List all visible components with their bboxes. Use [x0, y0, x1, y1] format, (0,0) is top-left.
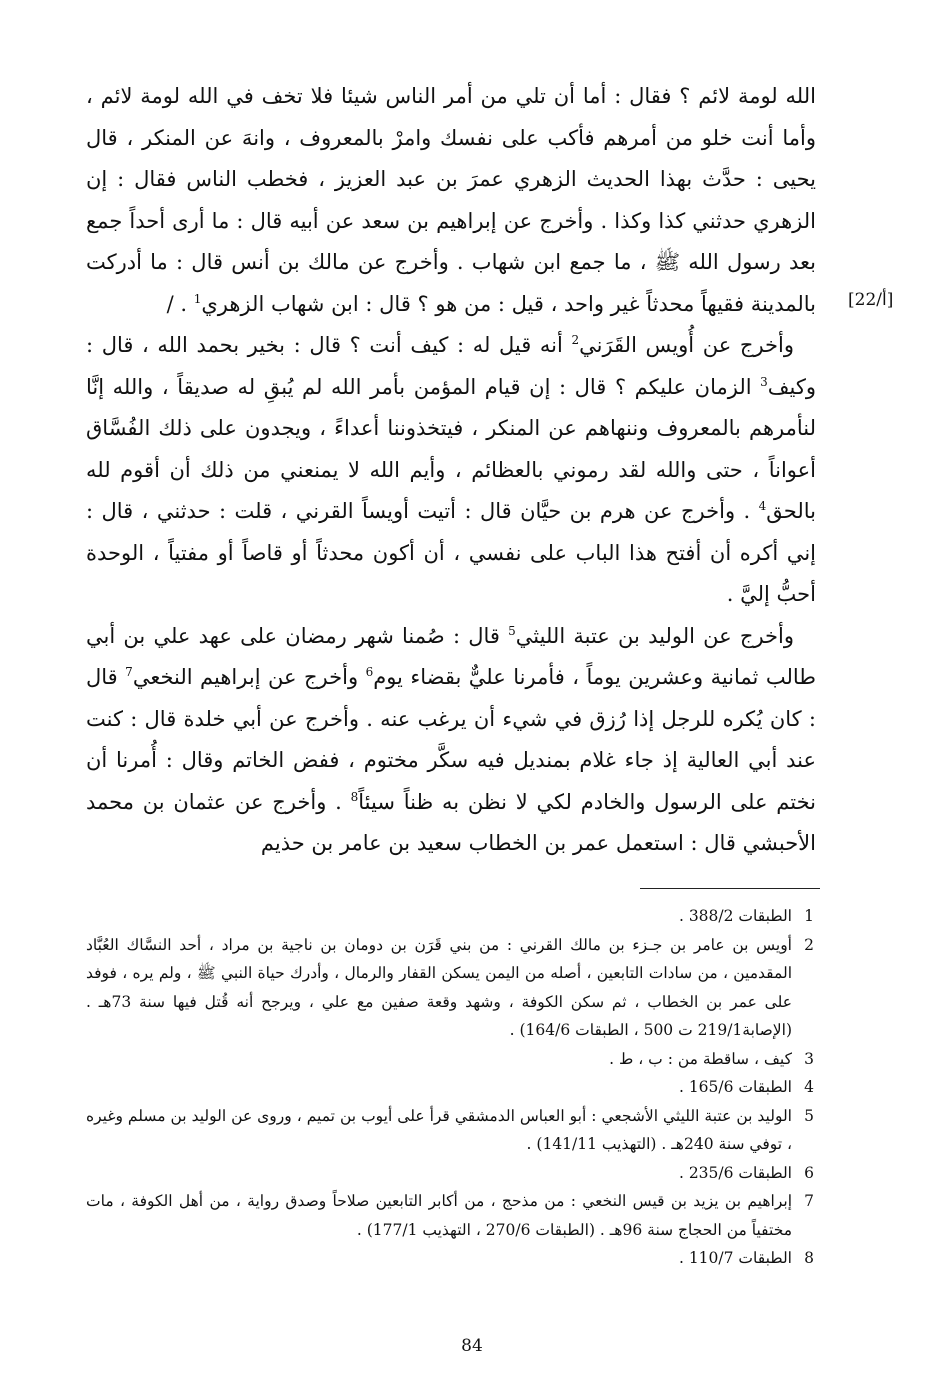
footnote-number: 1	[804, 907, 814, 925]
paragraph-2-segment-4: . وأخرج عن هرم بن حيَّان قال : أتيت أويساً القرني ، قلت : حدثني ، قال : إني أكره أن أفتح هذا الباب على نفسي ، أن أكون محدثاً أو قاصاً أو مفتياً ، الوحدة أحبُّ إليَّ .	[86, 499, 816, 606]
footnote-text: أويس بن عامر بن جـزء بن مالك القرني : من بني قَرَن بن دومان بن ناجية بن مراد ، أحد النسَّاك العُبَّاد المقدمين ، من سادات التابعين ، أصله من اليمن يسكن القفار والرمال ، وأدرك حياة النبي ﷺ ، ولم يره ، فوفد على عمر بن الخطاب ، ثم سكن الكوفة ، وشهد وقعة صفين مع علي ، ويرجح أنه قُتل فيها سنة 73هـ . (الإصابة219/1 ت 500 ، الطبقات 164/6) .	[86, 935, 792, 1039]
footnote-item	[86, 1102, 826, 1159]
paragraph-1	[86, 76, 816, 325]
footnote-ref-1: 1	[193, 291, 202, 306]
footnote-number: 3	[804, 1049, 814, 1068]
paragraph-2	[86, 325, 816, 616]
footnote-item	[86, 1159, 826, 1188]
footnote-ref-4: 4	[758, 499, 767, 513]
footnote-number: 7	[804, 1192, 814, 1210]
footnote-number: 6	[804, 1163, 814, 1182]
footnote-item	[86, 1045, 826, 1074]
paragraph-3	[86, 616, 816, 865]
footnote-separator	[640, 888, 820, 889]
footnote-ref-7: 7	[125, 665, 133, 679]
manuscript-folio-marker: [22/أ]	[848, 290, 894, 310]
main-text	[86, 76, 816, 865]
footnote-text: الطبقات 110/7 .	[678, 1249, 792, 1267]
footnote-number: 2	[804, 935, 814, 954]
footnote-text: الطبقات 235/6 .	[678, 1163, 792, 1182]
paragraph-3-segment-2: قال : صُمنا شهر رمضان على عهد علي بن أبي طالب ثمانية وعشرين يوماً ، فأمرنا عليٌّ بقضاء يوم	[86, 623, 816, 689]
footnote-ref-3: 3	[760, 374, 768, 389]
footnote-item	[86, 1187, 826, 1244]
paragraph-2-segment-3: الزمان عليكم ؟ قال : إن قيام المؤمن بأمر الله لم يُبقِ له صديقاً ، والله إنَّا لنأمرهم بالمعروف وننهاهم عن المنكر ، فيتخذوننا أعداءً ، ويجدون على ذلك الفُسَّاق أعواناً ، حتى والله لقد رموني بالعظائم ، وأيم الله لا يمنعني من ذلك أن أقوم لله بالحق	[86, 374, 816, 523]
footnote-ref-6: 6	[365, 665, 374, 679]
footnote-item	[86, 1244, 826, 1273]
footnote-text: كيف ، ساقطة من : ب ، ط .	[609, 1049, 792, 1068]
footnote-text: الطبقات 388/2 .	[678, 907, 792, 925]
footnote-ref-2: 2	[571, 333, 580, 347]
footnote-number: 4	[804, 1078, 814, 1096]
footnote-text: إبراهيم بن يزيد بن قيس النخعي : من مذحج ، من أكابر التابعين صلاحاً وصدق رواية ، من أهل الكوفة ، مات مختفياً من الحجاج سنة 96هـ . (الطبقات 270/6 ، التهذيب 177/1) .	[86, 1192, 792, 1239]
footnote-item	[86, 1073, 826, 1102]
paragraph-1-tail: . /	[166, 291, 194, 316]
footnote-ref-8: 8	[350, 789, 359, 804]
footnotes	[86, 902, 826, 1273]
paragraph-1-text: الله لومة لائم ؟ فقال : أما أن تلي من أمر الناس شيئا فلا تخف في الله لومة لائم ، وأما أنت خلو من أمرهم فأكب على نفسك وامرْ بالمعروف ، وانهَ عن المنكر ، قال يحيى : حدَّث بهذا الحديث الزهري عمرَ بن عبد العزيز ، فخطب الناس فقال : إن الزهري حدثني كذا وكذا . وأخرج عن إبراهيم بن سعد عن أبيه قال : ما أرى أحداً جمع بعد رسول الله ﷺ ، ما جمع ابن شهاب . وأخرج عن مالك بن أنس قال : ما أدركت بالمدينة فقيهاً محدثاً غير واحد ، قيل : من هو ؟ قال : ابن شهاب الزهري	[86, 84, 816, 316]
footnote-text: الطبقات 165/6 .	[678, 1078, 792, 1096]
footnote-item	[86, 902, 826, 931]
paragraph-2-segment-2: أنه قيل له : كيف أنت ؟ قال : بخير بحمد الله ، قال : وكيف	[86, 333, 816, 399]
footnote-text: الوليد بن عتبة الليثي الأشجعي : أبو العباس الدمشقي قرأ على أيوب بن تميم ، وروى عن الوليد بن مسلم وغيره ، توفي سنة 240هـ . (التهذيب 141/11) .	[86, 1106, 792, 1153]
paragraph-2-segment-1: وأخرج عن أُويس القَرَني	[579, 333, 794, 357]
footnote-item	[86, 931, 826, 1045]
page-number: 84	[461, 1336, 483, 1356]
footnote-number: 5	[804, 1106, 814, 1125]
paragraph-3-segment-4: قال : كان يُكره للرجل إذا رُزق في شيء أن يرغب عنه . وأخرج عن أبي خلدة قال : كنت عند أبي العالية إذ جاء غلام بمنديل فيه سكَّر مختوم ، ففض الخاتم وقال : أُمرنا أن نختم على الرسول والخادم لكي لا نظن به ظناً سيئاً	[86, 665, 816, 814]
paragraph-3-segment-3: وأخرج عن إبراهيم النخعي	[132, 665, 366, 689]
paragraph-3-segment-1: وأخرج عن الوليد بن عتبة الليثي	[515, 623, 794, 648]
footnote-number: 8	[804, 1249, 814, 1267]
paragraph-3-segment-5: . وأخرج عن عثمان بن محمد الأحبشي قال : استعمل عمر بن الخطاب سعيد بن عامر بن حذيم	[86, 789, 816, 855]
footnote-ref-5: 5	[508, 623, 516, 638]
